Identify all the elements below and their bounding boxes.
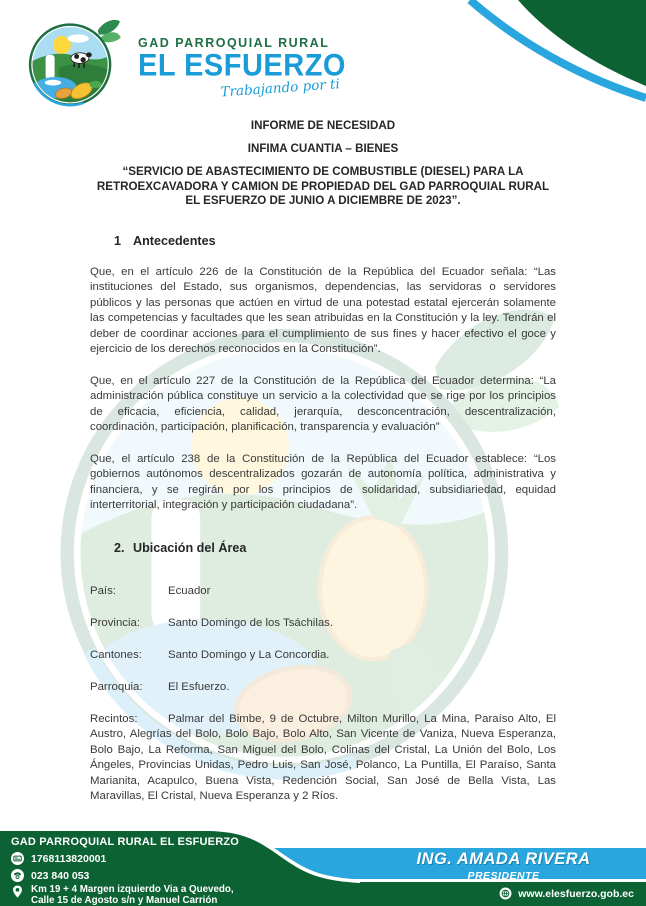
id-card-icon bbox=[11, 852, 24, 865]
footer-address-row bbox=[11, 885, 234, 906]
section-1-title: Antecedentes bbox=[133, 233, 216, 248]
location-label: Provincia: bbox=[90, 616, 141, 629]
footer-phone-row bbox=[11, 869, 89, 882]
location-value: Santo Domingo de los Tsáchilas. bbox=[168, 616, 334, 629]
footer-president-block bbox=[365, 850, 642, 882]
letterhead bbox=[26, 14, 346, 112]
org-name-label: EL ESFUERZO bbox=[138, 48, 346, 84]
president-name: ING. AMADA RIVERA bbox=[416, 850, 591, 868]
location-value: El Esfuerzo. bbox=[168, 680, 230, 693]
footer-org-name: GAD PARROQUIAL RURAL EL ESFUERZO bbox=[11, 836, 240, 848]
location-label: País: bbox=[90, 584, 116, 597]
doc-title-line1: INFORME DE NECESIDAD bbox=[250, 119, 396, 132]
section-1-number: 1 bbox=[114, 233, 122, 248]
section-1-heading bbox=[114, 234, 556, 248]
footer-website-row bbox=[499, 887, 634, 900]
footer-ruc-row bbox=[11, 852, 106, 865]
location-row-recintos bbox=[90, 712, 556, 805]
gad-el-esfuerzo-logo-icon bbox=[26, 14, 124, 112]
location-label: Parroquia: bbox=[90, 680, 143, 693]
corner-swoosh-graphic bbox=[430, 0, 646, 130]
footer-ruc-value: 1768113820001 bbox=[31, 852, 107, 865]
document-body bbox=[90, 116, 556, 816]
doc-title-line2: INFIMA CUANTIA – BIENES bbox=[247, 142, 399, 155]
phone-icon bbox=[11, 869, 24, 882]
location-row-parroquia bbox=[90, 680, 556, 696]
org-name-block bbox=[138, 14, 346, 99]
footer-phone-value: 023 840 053 bbox=[31, 869, 90, 882]
location-label: Recintos: bbox=[90, 712, 138, 725]
paragraph-articulo-227: Que, en el artículo 227 de la Constitución de la República del Ecuador determina: “La administración pública constituye un servicio a la colectividad que se rige por los principios de eficacia, eficiencia, calidad, jerarquía, desconcentración, descentralización, coordinación, participación, planificación, transparencia y evaluación” bbox=[90, 374, 556, 434]
location-label: Cantones: bbox=[90, 648, 142, 661]
footer-website-url: www.elesfuerzo.gob.ec bbox=[518, 887, 634, 900]
location-row-pais bbox=[90, 584, 556, 600]
president-title: PRESIDENTE bbox=[467, 870, 540, 882]
location-value: Ecuador bbox=[168, 584, 211, 597]
globe-icon bbox=[499, 887, 512, 900]
footer-content bbox=[0, 831, 646, 906]
page-footer bbox=[0, 831, 646, 906]
location-value: Santo Domingo y La Concordia. bbox=[168, 648, 330, 661]
section-2-heading bbox=[114, 541, 556, 555]
location-pin-icon bbox=[11, 885, 24, 898]
footer-address-line1: Km 19 + 4 Margen izquierdo Via a Quevedo, bbox=[31, 884, 234, 895]
paragraph-articulo-226: Que, en el artículo 226 de la Constitución de la República del Ecuador señala: “Las instituciones del Estado, sus organismos, dependencias, las servidoras o servidores públicos y las personas que actúen en virtud de una potestad estatal ejercerán solamente las competencias y facultades que les sean atribuidas en la Constitución y la ley. Tendrán el deber de coordinar acciones para el cumplimiento de sus fines y hacer efectivo el goce y ejercicio de los derechos reconocidos en la Constitución”. bbox=[90, 265, 556, 356]
location-row-cantones bbox=[90, 648, 556, 664]
org-tagline: Trabajando por ti bbox=[220, 76, 341, 101]
location-list bbox=[90, 584, 556, 696]
footer-address-line2: Calle 15 de Agosto s/n y Manuel Carrión bbox=[31, 894, 218, 906]
paragraph-articulo-238: Que, el artículo 238 de la Constitución de la República del Ecuador establece: “Los gobiernos autónomos descentralizados gozarán de autonomía política, administrativa y financiera, y se regirán por los principios de solidaridad, subsidiariedad, equidad interterritorial, integración y participación ciudadana”. bbox=[90, 452, 556, 512]
recintos-value: Palmar del Bimbe, 9 de Octubre, Milton Murillo, La Mina, Paraíso Alto, El Austro, Alegrías del Bolo, Bolo Bajo, Bolo Alto, San Vicente de Vaniza, Nueva Esperanza, Bolo Bajo, La Reforma, San Miguel del Bolo, Colinas del Cristal, La Unión del Bolo, Los Ángeles, Provincias Unidas, Pedro Luis, San José, Polanco, La Puntilla, El Paraíso, Santa Marianita, Acapulco, Buena Vista, Redención Social, San José de Bella Vista, Las Maravillas, El Cristal, Nueva Esperanza y 2 Ríos. bbox=[90, 712, 556, 803]
org-type-label: GAD PARROQUIAL RURAL bbox=[138, 36, 330, 50]
location-row-provincia bbox=[90, 616, 556, 632]
corner-decoration bbox=[430, 0, 646, 130]
section-2-number: 2. bbox=[114, 540, 125, 555]
section-2-title: Ubicación del Área bbox=[133, 540, 247, 555]
footer-address-text bbox=[31, 885, 234, 906]
doc-subject: “SERVICIO DE ABASTECIMIENTO DE COMBUSTIBLE (DIESEL) PARA LA RETROEXCAVADORA Y CAMION DE PROPIEDAD DEL GAD PARROQUIAL RURAL EL ESFUERZO DE JUNIO A DICIEMBRE DE 2023”. bbox=[96, 165, 550, 208]
